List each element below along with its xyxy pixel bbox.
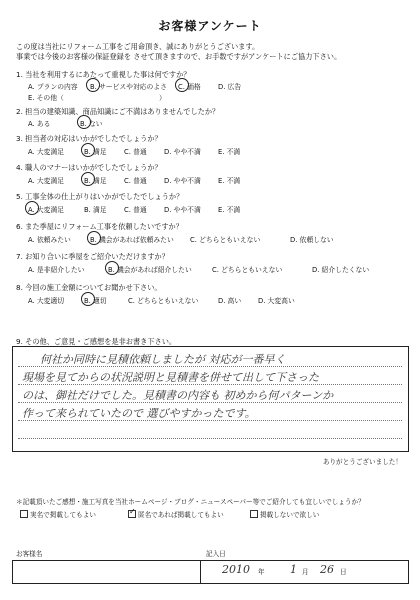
q4-option-c: C. 普通 <box>124 177 147 185</box>
q1-selected-b-circle <box>86 78 100 92</box>
q1-option-c: C. 価格 <box>178 83 201 91</box>
page-title: お客様アンケート <box>158 19 262 33</box>
q4-option-a: A. 大変満足 <box>28 177 65 185</box>
q3-option-c: C. 普通 <box>124 148 147 156</box>
consent-option-no-publish <box>250 509 319 519</box>
q3-option-d: D. やや不満 <box>164 148 201 156</box>
q7-option-b: B. 機会があれば紹介したい <box>108 266 192 274</box>
question-3: 3. 担当者の対応はいかがでしたでしょうか？ <box>16 134 162 143</box>
q8-selected-b-circle <box>81 292 95 306</box>
question-5: 5. 工事全体の仕上がりはいかがでしたでしょうか？ <box>16 192 184 201</box>
consent-option-real-name <box>20 509 96 519</box>
q4-selected-b-circle <box>81 172 95 186</box>
q1-option-b: B. サービスや対応のよさ <box>90 83 167 91</box>
q5-option-a: A. 大変満足 <box>28 206 65 214</box>
q5-option-d: D. やや不満 <box>164 206 201 214</box>
handwritten-comment-line-2: 現場を見てからの状況説明と見積書を併せて出して下さった <box>22 371 319 384</box>
q1-option-d: D. 広告 <box>218 83 242 91</box>
consent-option-label: 実名で掲載してもよい <box>30 511 96 519</box>
handwritten-comment-line-4: 作って来られていたので 選びやすかったです。 <box>22 407 256 420</box>
q4-option-e: E. 不満 <box>218 177 241 185</box>
question-8: 8. 今回の施工金額についてお聞かせ下さい。 <box>16 283 162 292</box>
question-1: 1. 当社を利用するにあたって重視した事は何ですか？ <box>16 70 191 79</box>
q7-option-d: D. 紹介したくない <box>312 266 370 274</box>
q8-option-e: D. 大変高い <box>258 297 295 305</box>
q1-option-e: E. その他（ ） <box>28 94 166 102</box>
q8-option-c: C. どちらともいえない <box>128 297 199 305</box>
intro-line-2: 事業では今後のお客様の保証登録を させて頂きますので、お手数ですがアンケートにご協力下さい。 <box>16 52 342 61</box>
question-7: 7. お知り合いに季屋をご紹介いただけますか？ <box>16 252 169 261</box>
question-4: 4. 職人のマナーはいかがでしたでしょうか？ <box>16 163 162 172</box>
intro-line-1: この度は当社にリフォーム工事をご用命頂き、誠にありがとうございます。 <box>16 42 260 51</box>
q3-option-a: A. 大変満足 <box>28 148 65 156</box>
signature-box <box>12 560 409 584</box>
q6-option-b: B. 機会があれば依頼みたい <box>90 236 174 244</box>
signature-divider <box>200 560 201 584</box>
q6-option-a: A. 依頼みたい <box>28 236 71 244</box>
year-label: 年 <box>258 568 265 576</box>
q5-option-e: E. 不満 <box>218 206 241 214</box>
q8-option-d: D. 高い <box>218 297 242 305</box>
handwritten-comment-line-3: のは、御社だけでした。見積書の内容も 初めから何パターンか <box>22 389 334 402</box>
q1-selected-c-circle <box>175 78 189 92</box>
date-label: 記入日 <box>206 550 226 558</box>
q5-option-c: C. 普通 <box>124 206 147 214</box>
q3-selected-b-circle <box>81 143 95 157</box>
q5-selected-a-circle <box>25 201 39 215</box>
customer-name-label: お客様名 <box>16 550 43 558</box>
q6-option-d: D. 依頼しない <box>290 236 334 244</box>
checkbox-checked-icon <box>128 507 136 518</box>
consent-option-label: 掲載しないで欲しい <box>260 511 320 519</box>
q5-option-b: B. 満足 <box>84 206 107 214</box>
q4-option-b: B. 満足 <box>84 177 107 185</box>
question-6: 6. また季屋にリフォーム工事を依頼したいですか？ <box>16 222 183 231</box>
day-label: 日 <box>340 568 347 576</box>
handwritten-comment-line-1: 何社か同時に見積依頼しましたが 対応が一番早く <box>40 353 286 366</box>
checkmark-icon: ✓ <box>129 507 136 516</box>
ruled-line <box>18 438 402 439</box>
date-year: 2010 <box>222 563 250 576</box>
q8-option-b: B. 適切 <box>84 297 107 305</box>
q3-option-e: E. 不満 <box>218 148 241 156</box>
q2-option-b: B. ない <box>80 120 103 128</box>
q2-selected-b-circle <box>77 115 91 129</box>
date-day: 26 <box>320 563 334 576</box>
q3-option-b: B. 満足 <box>84 148 107 156</box>
q1-option-a: A. プランの内容 <box>28 83 78 91</box>
q6-selected-b-circle <box>87 231 101 245</box>
q4-option-d: D. やや不満 <box>164 177 201 185</box>
q2-option-a: A. ある <box>28 120 51 128</box>
question-2: 2. 担当の建築知識、商品知識にご不満はありませんでしたか？ <box>16 107 220 116</box>
thanks-text: ありがとうございました！ <box>322 458 402 466</box>
q7-option-a: A. 是非紹介したい <box>28 266 85 274</box>
q7-selected-b-circle <box>105 261 119 275</box>
date-month: 1 <box>290 563 297 576</box>
consent-question: ＊記載頂いたご感想・施工写真を当社ホームページ・ブログ・ニュースペーパー等でご紹介しても宜しいでしょうか？ <box>16 498 365 506</box>
checkbox-icon <box>250 510 258 518</box>
checkbox-icon <box>20 510 28 518</box>
month-label: 月 <box>302 568 309 576</box>
consent-option-anonymous <box>128 509 224 519</box>
q7-option-c: C. どちらともいえない <box>212 266 283 274</box>
q6-option-c: C. どちらともいえない <box>190 236 261 244</box>
q8-option-a: A. 大変適切 <box>28 297 65 305</box>
question-9: 9. その他、ご意見・ご感想を是非お書き下さい。 <box>16 337 177 346</box>
consent-option-label: 匿名であれば掲載してもよい <box>138 511 224 519</box>
